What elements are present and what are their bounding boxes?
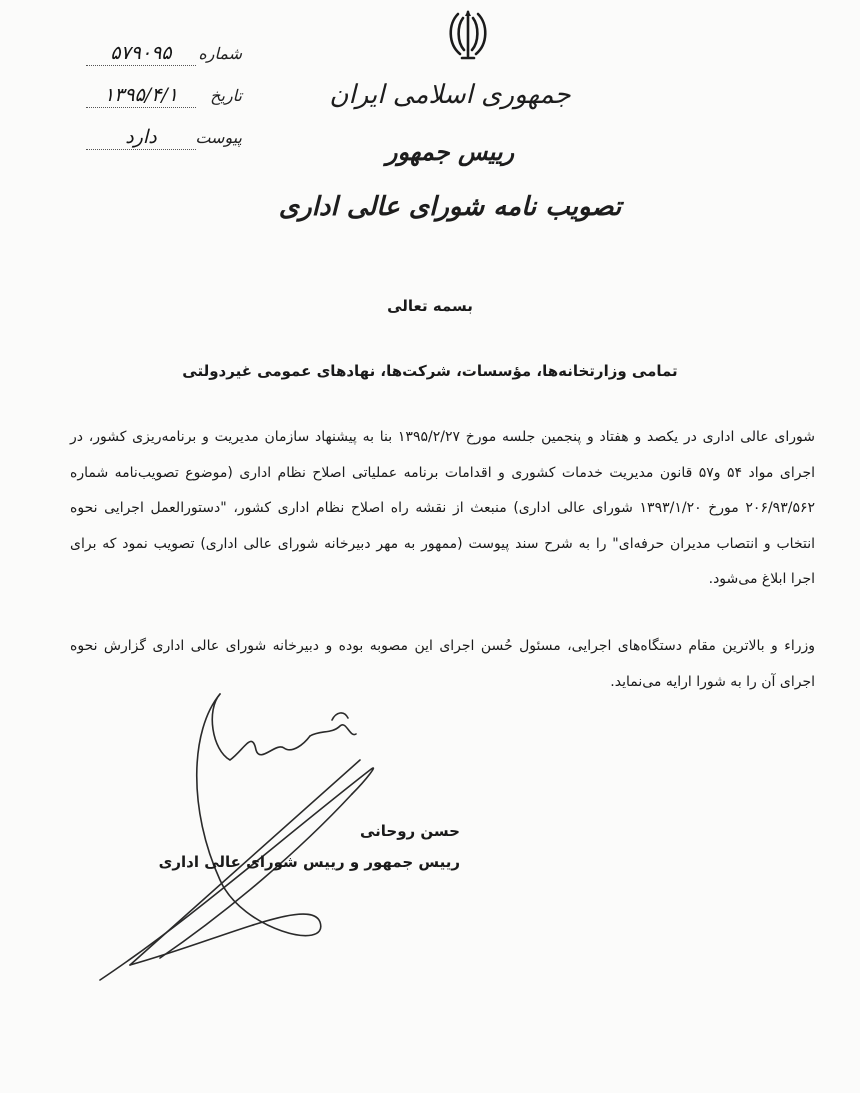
body-paragraph-2: وزراء و بالاترین مقام دستگاه‌های اجرایی، مسئول حُسن اجرای این مصوبه بوده و دبیرخانه شورای عالی اداری گزارش نحوه اجرای آن را به شورا ارایه می‌نماید.: [70, 638, 815, 690]
document-meta: [72, 42, 242, 168]
signer-name: حسن روحانی: [359, 822, 460, 840]
attachment-row: [72, 126, 242, 168]
date-row: [72, 84, 242, 126]
date-value: ۱۳۹۵/۴/۱: [86, 84, 196, 108]
bismillah: بسمه تعالی: [387, 297, 473, 315]
signer-title: رییس جمهور و رییس شورای عالی اداری: [158, 853, 460, 871]
iran-emblem-icon: [444, 8, 492, 64]
office-title: رییس جمهور: [385, 137, 515, 166]
republic-title: جمهوری اسلامی ایران: [329, 80, 571, 110]
handwritten-signature: [70, 690, 420, 990]
attachment-value: دارد: [86, 126, 196, 150]
document-type-title: تصویب نامه شورای عالی اداری: [278, 192, 622, 222]
number-row: [72, 42, 242, 84]
date-label: تاریخ: [210, 86, 242, 105]
number-value: ۵۷۹۰۹۵: [86, 42, 196, 66]
attachment-label: پیوست: [195, 128, 242, 147]
body-paragraph-1: شورای عالی اداری در یکصد و هفتاد و پنجمین جلسه مورخ ۱۳۹۵/۲/۲۷ بنا به پیشنهاد سازمان مدیریت و برنامه‌ریزی کشور، در اجرای مواد ۵۴ و۵۷ قانون مدیریت خدمات کشوری و اقدامات برنامه عملیاتی اصلاح نظام اداری (موضوع تصویب‌نامه شماره ۲۰۶/۹۳/۵۶۲ مورخ ۱۳۹۳/۱/۲۰ شورای عالی اداری) منبعث از نقشه راه اصلاح نظام اداری کشور، "دستورالعمل اجرایی نحوه انتخاب و انتصاب مدیران حرفه‌ای" را به شرح سند پیوست (ممهور به مهر دبیرخانه شورای عالی اداری) تصویب نمود که برای اجرا ابلاغ می‌شود.: [70, 429, 815, 587]
number-label: شماره: [198, 44, 242, 63]
recipients-line: تمامی وزارتخانه‌ها، مؤسسات، شرکت‌ها، نهادهای عمومی غیردولتی: [182, 362, 678, 380]
